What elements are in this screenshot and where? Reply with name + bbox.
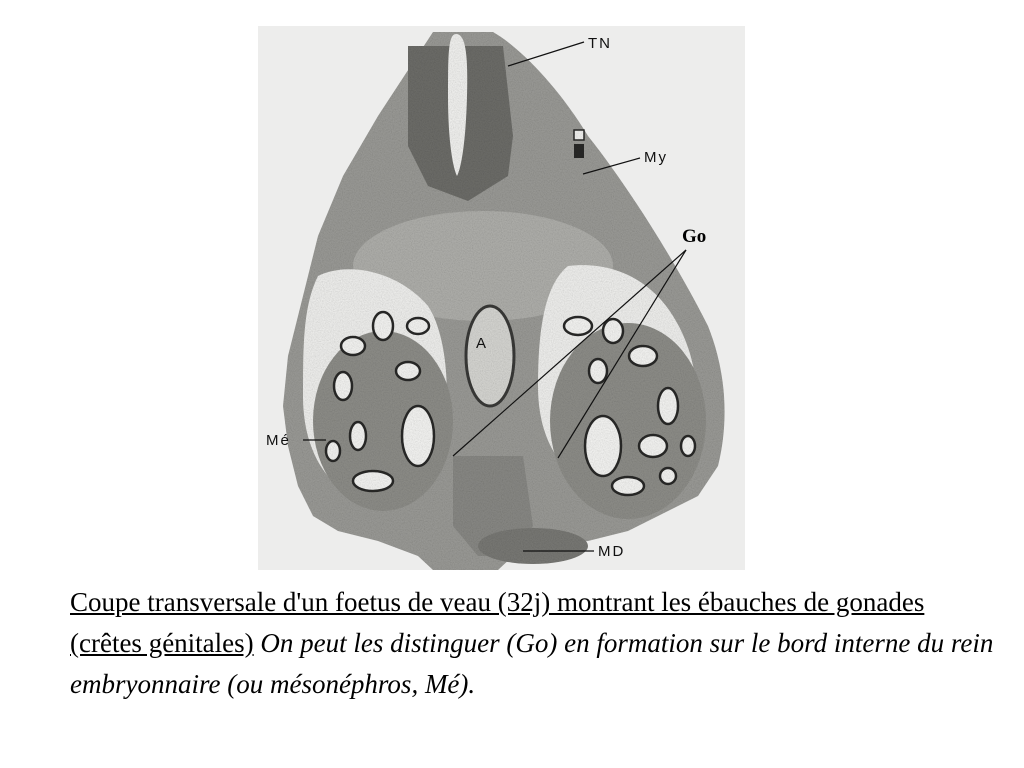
caption-italic: On peut les distinguer (Go) en formation sur le bord interne du rein embryonnaire (ou mésonéphros, Mé). xyxy=(70,628,994,699)
label-a: A xyxy=(476,335,489,352)
dorsal-aorta xyxy=(466,306,514,406)
label-go: Go xyxy=(682,226,707,247)
label-my: My xyxy=(644,149,668,166)
figure-caption xyxy=(70,582,1000,705)
label-tn: TN xyxy=(588,35,612,52)
label-md: MD xyxy=(598,543,626,560)
label-me: Mé xyxy=(266,432,291,449)
histology-micrograph xyxy=(258,26,745,570)
caption-underlined: Coupe transversale d'un foetus de veau (32j) montrant les ébauches de gonades (crêtes génitales) xyxy=(70,587,925,658)
